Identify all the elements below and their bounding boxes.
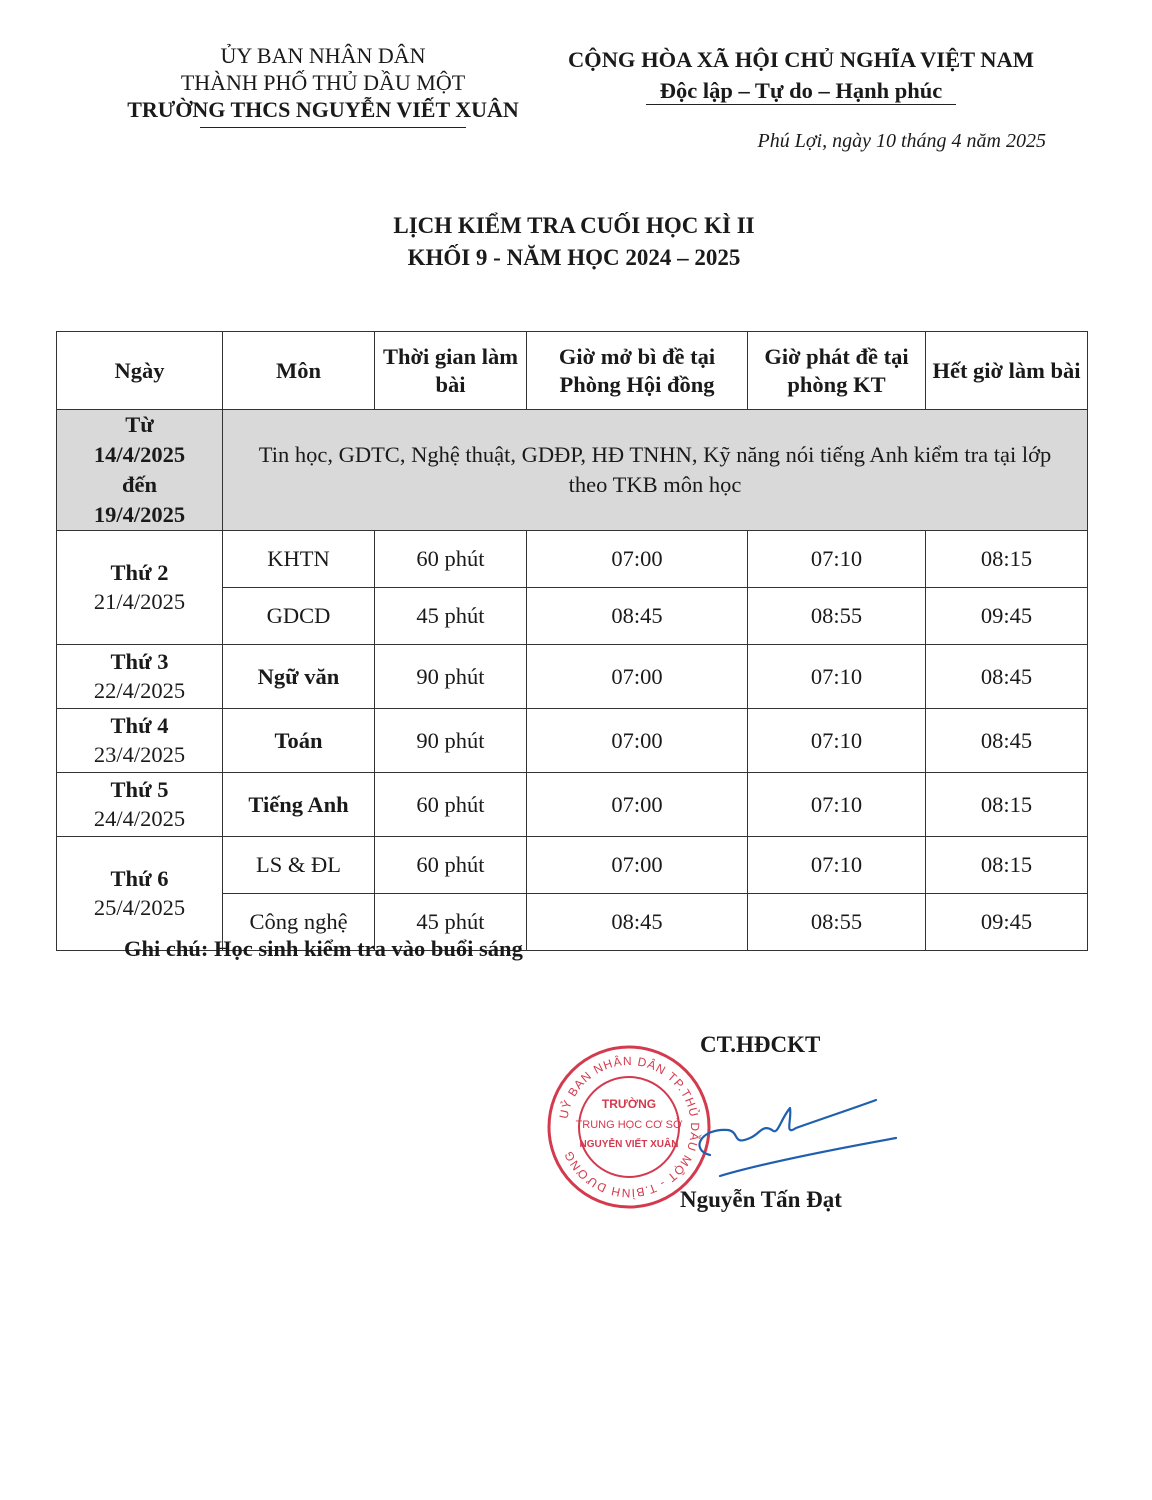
date: 25/4/2025 [93,894,186,920]
end-time: 09:45 [926,894,1088,951]
distribute-time: 07:10 [748,773,926,837]
stamp-line-2: TRUNG HỌC CƠ SỞ [575,1119,683,1131]
distribute-time: 08:55 [748,894,926,951]
range-period: Từ 14/4/2025 đến 19/4/2025 [57,410,223,531]
document-title [0,210,1152,274]
national-header [548,44,1054,106]
header-subject: Môn [223,332,375,410]
header-open-time: Giờ mở bì đề tại Phòng Hội đồng [527,332,748,410]
end-time: 08:45 [926,709,1088,773]
weekday: Thứ 2 [110,559,169,585]
end-time: 08:45 [926,645,1088,709]
open-time: 07:00 [527,709,748,773]
range-row [57,410,1088,531]
national-motto: Độc lập – Tự do – Hạnh phúc [659,78,943,103]
duration: 45 phút [375,588,527,645]
table-row [57,837,1088,894]
motto-underline [646,104,956,105]
distribute-time: 07:10 [748,837,926,894]
end-time: 08:15 [926,837,1088,894]
distribute-time: 07:10 [748,645,926,709]
table-row [57,645,1088,709]
issuer-header [100,42,546,123]
subject: GDCD [223,588,375,645]
date: 23/4/2025 [93,741,186,767]
table-header-row [57,332,1088,410]
issuer-line-2: THÀNH PHỐ THỦ DẦU MỘT [180,70,466,95]
weekday: Thứ 4 [110,712,169,738]
header-distribute-time: Giờ phát đề tại phòng KT [748,332,926,410]
table-row [57,531,1088,588]
subject: KHTN [223,531,375,588]
open-time: 08:45 [527,588,748,645]
table-row [57,773,1088,837]
duration: 90 phút [375,645,527,709]
duration: 60 phút [375,773,527,837]
header-day: Ngày [57,332,223,410]
issuer-line-1: ỦY BAN NHÂN DÂN [220,43,426,68]
title-line-1: LỊCH KIỂM TRA CUỐI HỌC KÌ II [393,213,755,238]
duration: 60 phút [375,531,527,588]
open-time: 07:00 [527,773,748,837]
subject: Tiếng Anh [223,773,375,837]
distribute-time: 07:10 [748,709,926,773]
header-end-time: Hết giờ làm bài [926,332,1088,410]
date: 21/4/2025 [93,588,186,614]
header-duration: Thời gian làm bài [375,332,527,410]
duration: 45 phút [375,894,527,951]
exam-schedule-table [56,331,1088,951]
svg-text:UỶ BAN NHÂN DÂN TP.THỦ DẦU MỘT: UỶ BAN NHÂN DÂN TP.THỦ DẦU MỘT - T.BÌNH DƯƠNG [556,1053,703,1201]
day-cell [57,645,223,709]
weekday: Thứ 6 [110,865,169,891]
subject: Ngữ văn [223,645,375,709]
end-time: 08:15 [926,531,1088,588]
subject: Toán [223,709,375,773]
issuer-school: TRƯỜNG THCS NGUYỄN VIẾT XUÂN [127,97,519,122]
end-time: 09:45 [926,588,1088,645]
stamp-line-1: TRƯỜNG [601,1097,657,1111]
day-cell [57,709,223,773]
day-cell [57,531,223,645]
range-note: Tin học, GDTC, Nghệ thuật, GDĐP, HĐ TNHN, Kỹ năng nói tiếng Anh kiểm tra tại lớp theo TKB môn học [223,410,1088,531]
place-date: Phú Lợi, ngày 10 tháng 4 năm 2025 [757,130,1046,152]
table-row [57,709,1088,773]
distribute-time: 08:55 [748,588,926,645]
stamp-line-3: NGUYỄN VIẾT XUÂN [579,1139,679,1150]
signature-icon [680,1080,920,1190]
national-title: CỘNG HÒA XÃ HỘI CHỦ NGHĨA VIỆT NAM [567,47,1035,72]
date: 24/4/2025 [93,805,186,831]
weekday: Thứ 5 [110,776,169,802]
open-time: 08:45 [527,894,748,951]
open-time: 07:00 [527,531,748,588]
duration: 90 phút [375,709,527,773]
subject: Công nghệ [223,894,375,951]
date: 22/4/2025 [93,677,186,703]
weekday: Thứ 3 [110,648,169,674]
distribute-time: 07:10 [748,531,926,588]
signer-title: CT.HĐCKT [700,1032,821,1057]
issuer-underline [200,127,466,128]
duration: 60 phút [375,837,527,894]
signer-name: Nguyễn Tấn Đạt [680,1187,842,1212]
note: Ghi chú: Học sinh kiểm tra vào buổi sáng [124,936,523,961]
end-time: 08:15 [926,773,1088,837]
day-cell [57,837,223,951]
open-time: 07:00 [527,837,748,894]
day-cell [57,773,223,837]
open-time: 07:00 [527,645,748,709]
subject: LS & ĐL [223,837,375,894]
title-line-2: KHỐI 9 - NĂM HỌC 2024 – 2025 [407,245,741,270]
